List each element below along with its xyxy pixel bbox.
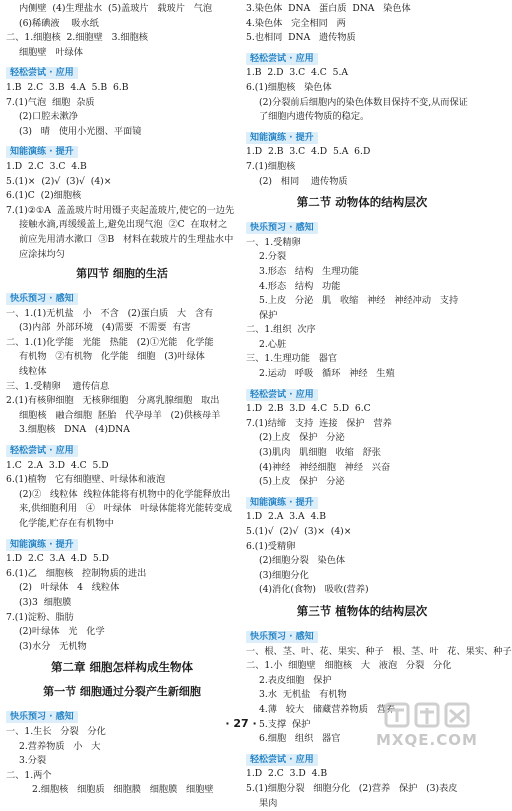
answer-line: 5.支撑 保护 [246,718,478,733]
section-label: 快乐预习 · 感知 [246,222,318,234]
answer-line: (3) 晴 使用小光圈、平面镜 [6,125,238,140]
answer-line: 7.(1)结缔 支持 连接 保护 营养 [246,417,478,432]
answer-line: (2) 相同 遗传物质 [246,175,478,190]
section-label: 知能演练 · 提升 [246,132,318,144]
answer-line: 4.薄 较大 储藏营养物质 营养 [246,703,478,718]
section-label-row [6,139,238,160]
answer-line: 1.B 2.D 3.C 4.C 5.A [246,66,478,81]
answer-line: 1.D 2.C 3.D 4.B [246,767,478,782]
answer-line: 来,供细胞利用 ④ 叶绿体 叶绿体能将光能转变成 [6,502,238,517]
answer-line: 1.C 2.A 3.D 4.C 5.D [6,459,238,474]
section-label-row [6,60,238,81]
answer-line: (2) 叶绿体 4 线粒体 [6,581,238,596]
section-label: 快乐预习 · 感知 [6,711,78,723]
section-label-row [6,286,238,307]
answer-line: 7.(1)②①A 盖盖玻片时用镊子夹起盖玻片,使它的一边先 [6,204,238,219]
answer-line: 2.心脏 [246,338,478,353]
section-label: 轻松尝试 · 应用 [246,389,318,401]
answer-line: 1.D 2.C 3.A 4.D 5.D [6,552,238,567]
answer-line: (6)稀碘液 吸水纸 [6,17,238,32]
section-label-row [246,46,478,67]
answer-line: 线粒体 [6,365,238,380]
section-label: 轻松尝试 · 应用 [246,754,318,766]
chapter-title: 第二章 细胞怎样构成生物体 [6,654,238,680]
section-label: 快乐预习 · 感知 [6,293,78,305]
right-column [246,2,478,811]
answer-line: 三、1.生理功能 器官 [246,352,478,367]
answer-line: (2)叶绿体 光 化学 [6,625,238,640]
answer-line: 3.染色体 DNA 蛋白质 DNA 染色体 [246,2,478,17]
answer-line: (2)② 线粒体 线粒体能将有机物中的化学能释放出 [6,488,238,503]
answer-line: 5.(1)× (2)√ (3)√ (4)× [6,175,238,190]
answer-line: 2.运动 呼吸 循环 神经 生殖 [246,367,478,382]
answer-line: 1.D 2.C 3.C 4.B [6,160,238,175]
answer-line: 一、1.(1)无机盐 小 不含 (2)蛋白质 大 含有 [6,307,238,322]
section-label-row [246,125,478,146]
answer-line: (2)上皮 保护 分泌 [246,431,478,446]
answer-line: (4)神经 神经细胞 神经 兴奋 [246,461,478,476]
section-label: 知能演练 · 提升 [6,539,78,551]
section-label-row [246,624,478,645]
answer-line: 一、1.生长 分裂 分化 [6,725,238,740]
answer-line: 5.(1)√ (2)√ (3)× (4)× [246,525,478,540]
answer-line: 6.(1)乙 细胞核 控制物质的进出 [6,567,238,582]
answer-line: 应涂抹均匀 [6,248,238,263]
answer-line: 2.分裂 [246,250,478,265]
section-label-row [6,438,238,459]
answer-line: 2.营养物质 小 大 [6,740,238,755]
answer-line: 果肉 [246,797,478,811]
answer-line: 细胞壁 叶绿体 [6,46,238,61]
section-label: 快乐预习 · 感知 [246,631,318,643]
section-title: 第四节 细胞的生活 [6,262,238,286]
answer-line: 了细胞内遗传物质的稳定。 [246,110,478,125]
section-label-row [246,490,478,511]
section-label: 知能演练 · 提升 [6,146,78,158]
answer-line: 3.水 无机盐 有机物 [246,688,478,703]
answer-line: 细胞核 融合细胞 胚胎 代孕母羊 (2)供核母羊 [6,409,238,424]
answer-line: (2)分裂前后细胞内的染色体数目保持不变,从而保证 [246,96,478,111]
answer-line: 二、1.(1)化学能 光能 热能 (2)①光能 化学能 [6,336,238,351]
section-label-row [246,215,478,236]
left-column [6,2,238,798]
section-label-row [246,382,478,403]
answer-line: 三、1.受精卵 遗传信息 [6,380,238,395]
answer-line: 7.(1)细胞核 [246,160,478,175]
answer-line: (3)水分 无机物 [6,640,238,655]
answer-line: 5.上皮 分泌 肌 收缩 神经 神经冲动 支持 [246,294,478,309]
answer-line: 二、1.组织 次序 [246,323,478,338]
answer-line: 化学能,贮存在有机物中 [6,517,238,532]
answer-line: 6.(1)C (2)细胞核 [6,189,238,204]
answer-line: 7.(1)淀粉、脂肪 [6,611,238,626]
answer-line: (2)细胞分裂 染色体 [246,554,478,569]
answer-line: 2.(1)有核卵细胞 无核卵细胞 分离乳腺细胞 取出 [6,394,238,409]
section-label: 轻松尝试 · 应用 [6,67,78,79]
answer-line: 一、根、茎、叶、花、果实、种子 根、茎、叶 花、果实、种子 [246,645,478,660]
answer-line: 6.(1)植物 它有细胞壁、叶绿体和液泡 [6,473,238,488]
answer-line: 有机物 ②有机物 化学能 细胞 (3)叶绿体 [6,350,238,365]
answer-line: 内侧壁 (4)生理盐水 (5)盖玻片 载玻片 气泡 [6,2,238,17]
answer-line: 1.D 2.B 3.C 4.D 5.A 6.D [246,145,478,160]
answer-line: 7.(1)气泡 细胞 杂质 [6,96,238,111]
chapter-title: 第二节 动物体的结构层次 [246,189,478,215]
answer-line: 一、1.受精卵 [246,236,478,251]
section-label: 知能演练 · 提升 [246,497,318,509]
answer-line: (3)细胞分化 [246,569,478,584]
page-number: · 27 · [0,717,482,730]
answer-line: (5)上皮 保护 分泌 [246,475,478,490]
answer-line: (3)内部 外部环境 (4)需要 不需要 有害 [6,321,238,336]
answer-line: 1.D 2.B 3.D 4.C 5.D 6.C [246,402,478,417]
answer-line: 二、1.小 细胞壁 细胞核 大 液泡 分裂 分化 [246,659,478,674]
section-label: 轻松尝试 · 应用 [246,53,318,65]
answer-line: 2.细胞核 细胞质 细胞膜 细胞膜 细胞壁 [6,783,238,798]
answer-line: 前应先用清水漱口 ③B 材料在载玻片的生理盐水中 [6,233,238,248]
answer-line: 6.(1)受精卵 [246,540,478,555]
answer-line: 接触水滴,再缓缓盖上,避免出现气泡 ②C 在取材之 [6,218,238,233]
answer-line: 二、1.细胞核 2.细胞壁 3.细胞核 [6,31,238,46]
answer-line: 3.形态 结构 生理功能 [246,265,478,280]
answer-line: 二、1.两个 [6,769,238,784]
answer-line: 保护 [246,309,478,324]
answer-line: (3)肌肉 肌细胞 收缩 舒张 [246,446,478,461]
answer-line: (2)口腔未漱净 [6,110,238,125]
answer-line: 1.B 2.C 3.B 4.A 5.B 6.B [6,81,238,96]
answer-line: 3.细胞核 DNA (4)DNA [6,423,238,438]
watermark-text: MXQE.COM [376,731,478,749]
answer-line: 6.(1)细胞核 染色体 [246,81,478,96]
section-label-row [6,532,238,553]
chapter-title: 第三节 植物体的结构层次 [246,598,478,624]
answer-line: 4.染色体 完全相同 两 [246,17,478,32]
section-title: 第一节 细胞通过分裂产生新细胞 [6,680,238,704]
answer-line: 2.表皮细胞 保护 [246,674,478,689]
answer-line: 6.细胞 组织 器官 [246,732,478,747]
answer-line: 5.也相同 DNA 遗传物质 [246,31,478,46]
answer-line: 4.形态 结构 功能 [246,280,478,295]
answer-line: (4)消化(食物) 吸收(营养) [246,583,478,598]
answer-line: 5.(1)细胞分裂 细胞分化 (2)营养 保护 (3)表皮 [246,782,478,797]
answer-line: 1.D 2.A 3.A 4.B [246,510,478,525]
answer-line: (3)3 细胞膜 [6,596,238,611]
answer-line: 3.分裂 [6,754,238,769]
section-label: 轻松尝试 · 应用 [6,445,78,457]
